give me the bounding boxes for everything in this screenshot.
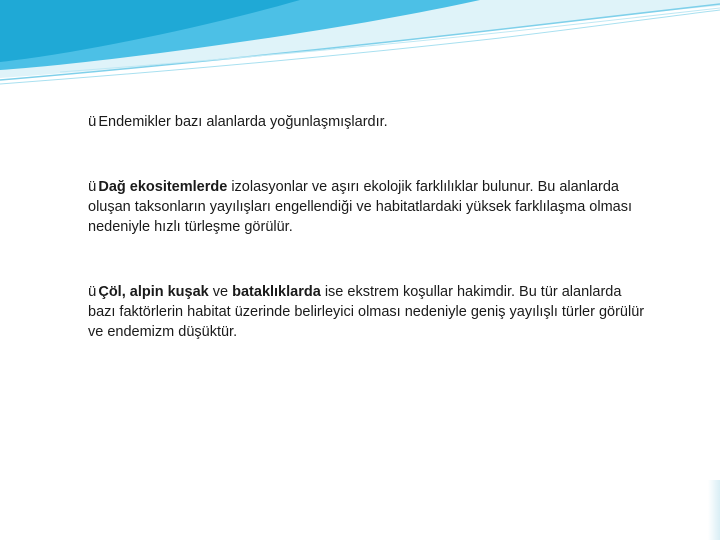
bullet-item: [88, 112, 648, 132]
slide-body: [88, 112, 648, 342]
check-icon: ü: [88, 113, 97, 130]
bullet-text: Endemikler bazı alanlarda yoğunlaşmışlardır.: [98, 114, 388, 130]
bullet-bold-lead-2: bataklıklarda: [232, 284, 321, 300]
bullet-text: ise ekstrem koşullar hakimdir. Bu tür alanlarda bazı faktörlerin habitat üzerinde belirleyici olması nedeniyle geniş yayılışlı türler görülür ve endemizm düşüktür.: [88, 284, 645, 340]
header-wave-decoration: [0, 0, 720, 90]
frame-edge-decoration: [708, 480, 720, 540]
check-icon: ü: [88, 283, 97, 300]
bullet-connector: ve: [208, 284, 233, 300]
bullet-text: izolasyonlar ve aşırı ekolojik farklılıklar bulunur. Bu alanlarda oluşan taksonların yayılışları engellendiği ve habitatlardaki yüksek farklılaşma olması nedeniyle hızlı türleşme görülür.: [88, 179, 633, 235]
bullet-item: [88, 282, 648, 342]
bullet-item: [88, 177, 648, 237]
bullet-bold-lead: Dağ ekositemlerde: [98, 179, 228, 195]
check-icon: ü: [88, 178, 97, 195]
bullet-bold-lead: Çöl, alpin kuşak: [98, 284, 209, 300]
